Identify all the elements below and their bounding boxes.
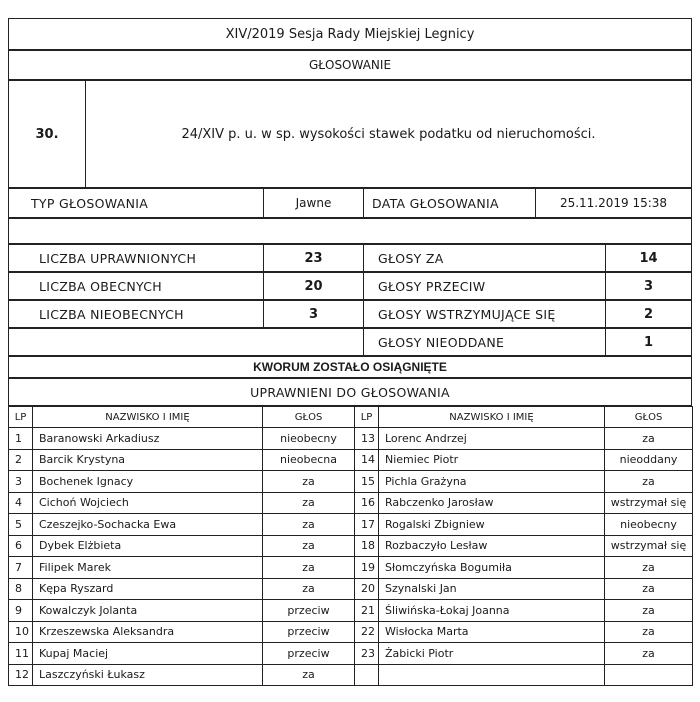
voting-report xyxy=(8,18,692,680)
counts-row-4 xyxy=(8,328,692,356)
votes-against-label: GŁOSY PRZECIW xyxy=(363,273,605,299)
voter-vote: za xyxy=(605,428,693,450)
voter-name: Krzeszewska Aleksandra xyxy=(33,621,263,643)
absent-count: 3 xyxy=(263,301,363,327)
voter-name: Kępa Ryszard xyxy=(33,578,263,600)
voter-name: Czeszejko-Sochacka Ewa xyxy=(33,514,263,536)
voters-header-row xyxy=(9,407,693,428)
present-label: LICZBA OBECNYCH xyxy=(39,278,163,294)
session-title-row xyxy=(8,18,692,50)
voter-name: Kowalczyk Jolanta xyxy=(33,600,263,622)
agenda-item-row xyxy=(8,80,692,188)
voter-name: Laszczyński Łukasz xyxy=(33,664,263,686)
voter-vote: nieoddany xyxy=(605,449,693,471)
vote-meta-row xyxy=(8,188,692,218)
table-row xyxy=(9,578,693,600)
voter-number: 19 xyxy=(355,557,379,579)
table-row xyxy=(9,535,693,557)
voter-number: 3 xyxy=(9,471,33,493)
voter-name: Baranowski Arkadiusz xyxy=(33,428,263,450)
voter-number: 5 xyxy=(9,514,33,536)
quorum-status: KWORUM ZOSTAŁO OSIĄGNIĘTE xyxy=(253,360,447,374)
voter-vote: za xyxy=(263,664,355,686)
voter-vote: wstrzymał się xyxy=(605,492,693,514)
empty-cell xyxy=(9,329,363,355)
counts-row-3 xyxy=(8,300,692,328)
voter-vote: przeciw xyxy=(263,621,355,643)
col-vote-left: GŁOS xyxy=(263,407,355,428)
table-row xyxy=(9,471,693,493)
table-row xyxy=(9,621,693,643)
voter-vote: przeciw xyxy=(263,643,355,665)
voter-vote: za xyxy=(263,557,355,579)
voter-name: Słomczyńska Bogumiła xyxy=(379,557,605,579)
table-row xyxy=(9,449,693,471)
session-title: XIV/2019 Sesja Rady Miejskiej Legnicy xyxy=(225,26,475,42)
votes-not-cast-label: GŁOSY NIEODDANE xyxy=(363,329,605,355)
voter-name: Filipek Marek xyxy=(33,557,263,579)
vote-type-value: Jawne xyxy=(263,189,363,217)
voter-number: 2 xyxy=(9,449,33,471)
voter-number: 10 xyxy=(9,621,33,643)
voters-heading-row xyxy=(8,378,692,406)
voters-heading: UPRAWNIENI DO GŁOSOWANIA xyxy=(250,384,450,400)
table-row xyxy=(9,557,693,579)
voter-vote: za xyxy=(605,471,693,493)
empty-cell xyxy=(605,664,693,686)
voter-vote: nieobecna xyxy=(263,449,355,471)
voters-table xyxy=(8,406,693,686)
voter-number: 18 xyxy=(355,535,379,557)
voter-number: 14 xyxy=(355,449,379,471)
voter-vote: za xyxy=(263,471,355,493)
item-number: 30. xyxy=(35,126,59,142)
votes-against-count: 3 xyxy=(605,273,691,299)
voter-number: 12 xyxy=(9,664,33,686)
voter-name: Cichoń Wojciech xyxy=(33,492,263,514)
col-name-right: NAZWISKO I IMIĘ xyxy=(379,407,605,428)
quorum-row xyxy=(8,356,692,378)
voter-vote: za xyxy=(263,535,355,557)
voter-number: 16 xyxy=(355,492,379,514)
voter-name: Żabicki Piotr xyxy=(379,643,605,665)
voter-vote: przeciw xyxy=(263,600,355,622)
voter-number: 21 xyxy=(355,600,379,622)
voter-vote: za xyxy=(263,492,355,514)
item-description: 24/XIV p. u. w sp. wysokości stawek podatku od nieruchomości. xyxy=(85,81,691,187)
voter-number: 23 xyxy=(355,643,379,665)
voter-number: 22 xyxy=(355,621,379,643)
voter-number: 1 xyxy=(9,428,33,450)
votes-for-label: GŁOSY ZA xyxy=(363,245,605,271)
spacer-row xyxy=(8,218,692,244)
table-row xyxy=(9,664,693,686)
voter-vote: za xyxy=(605,600,693,622)
empty-cell xyxy=(379,664,605,686)
voter-name: Bochenek Ignacy xyxy=(33,471,263,493)
voter-vote: nieobecny xyxy=(605,514,693,536)
present-count: 20 xyxy=(263,273,363,299)
voter-number: 6 xyxy=(9,535,33,557)
voter-vote: nieobecny xyxy=(263,428,355,450)
voter-vote: za xyxy=(263,514,355,536)
voter-vote: za xyxy=(605,621,693,643)
voter-number: 9 xyxy=(9,600,33,622)
empty-cell xyxy=(355,664,379,686)
voter-number: 15 xyxy=(355,471,379,493)
vote-date-value: 25.11.2019 15:38 xyxy=(535,189,691,217)
voter-number: 13 xyxy=(355,428,379,450)
eligible-label: LICZBA UPRAWNIONYCH xyxy=(39,250,197,266)
voter-name: Rogalski Zbigniew xyxy=(379,514,605,536)
voter-vote: wstrzymał się xyxy=(605,535,693,557)
section-row xyxy=(8,50,692,80)
voter-name: Lorenc Andrzej xyxy=(379,428,605,450)
voter-number: 7 xyxy=(9,557,33,579)
voter-name: Śliwińska-Łokaj Joanna xyxy=(379,600,605,622)
table-row xyxy=(9,600,693,622)
votes-not-cast-count: 1 xyxy=(605,329,691,355)
voter-name: Barcik Krystyna xyxy=(33,449,263,471)
table-row xyxy=(9,643,693,665)
col-name-left: NAZWISKO I IMIĘ xyxy=(33,407,263,428)
voter-name: Wisłocka Marta xyxy=(379,621,605,643)
vote-date-label: DATA GŁOSOWANIA xyxy=(363,189,535,217)
votes-for-count: 14 xyxy=(605,245,691,271)
voter-name: Kupaj Maciej xyxy=(33,643,263,665)
voter-number: 11 xyxy=(9,643,33,665)
eligible-count: 23 xyxy=(263,245,363,271)
voter-number: 17 xyxy=(355,514,379,536)
counts-row-1 xyxy=(8,244,692,272)
col-lp-left: LP xyxy=(9,407,33,428)
voter-name: Rozbaczyło Lesław xyxy=(379,535,605,557)
voter-vote: za xyxy=(263,578,355,600)
votes-abstain-count: 2 xyxy=(605,301,691,327)
voter-name: Rabczenko Jarosław xyxy=(379,492,605,514)
table-row xyxy=(9,492,693,514)
voter-vote: za xyxy=(605,557,693,579)
votes-abstain-label: GŁOSY WSTRZYMUJĄCE SIĘ xyxy=(363,301,605,327)
col-vote-right: GŁOS xyxy=(605,407,693,428)
table-row xyxy=(9,428,693,450)
voter-number: 8 xyxy=(9,578,33,600)
voter-vote: za xyxy=(605,643,693,665)
table-row xyxy=(9,514,693,536)
section-title: GŁOSOWANIE xyxy=(308,58,392,72)
voter-number: 20 xyxy=(355,578,379,600)
voter-name: Pichla Grażyna xyxy=(379,471,605,493)
absent-label: LICZBA NIEOBECNYCH xyxy=(39,306,184,322)
col-lp-right: LP xyxy=(355,407,379,428)
voter-number: 4 xyxy=(9,492,33,514)
counts-row-2 xyxy=(8,272,692,300)
voter-vote: za xyxy=(605,578,693,600)
voter-name: Dybek Elżbieta xyxy=(33,535,263,557)
voter-name: Szynalski Jan xyxy=(379,578,605,600)
vote-type-label: TYP GŁOSOWANIA xyxy=(31,195,149,211)
voter-name: Niemiec Piotr xyxy=(379,449,605,471)
